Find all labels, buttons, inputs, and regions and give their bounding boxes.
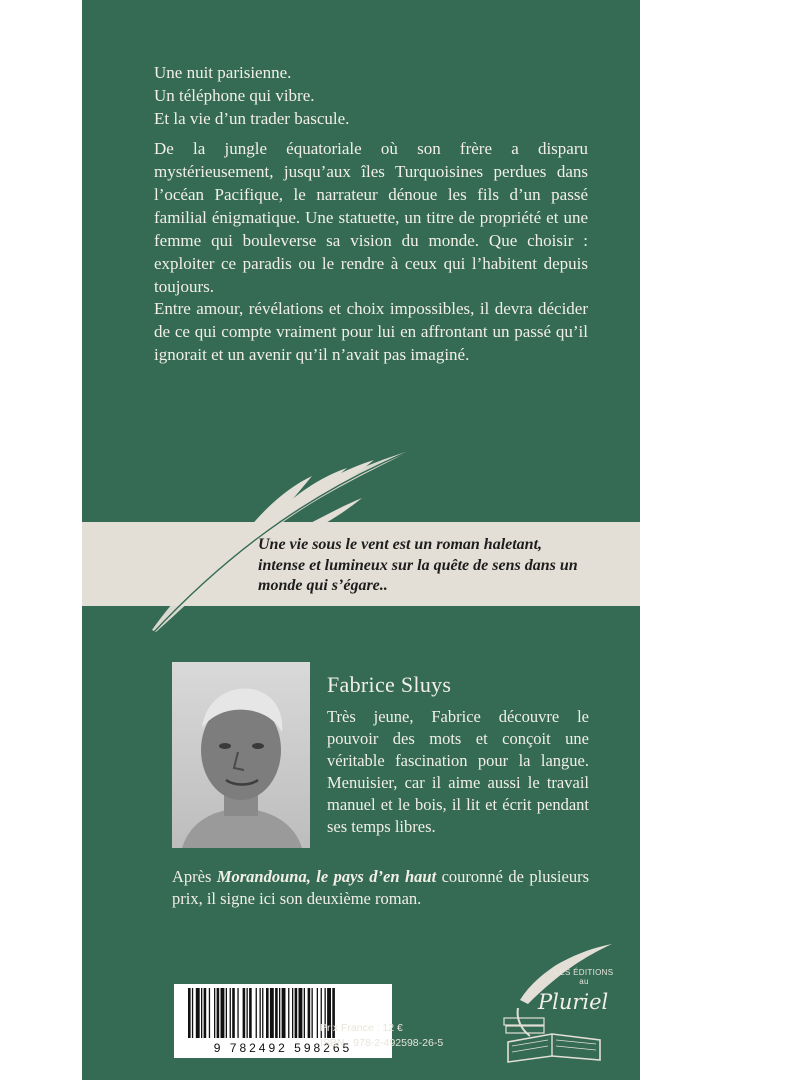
author-bio: Très jeune, Fabrice découvre le pouvoir des mots et conçoit une véritable fascination pour la langue. Menuisier, car il aime aussi le travail manuel et le bois, il lit et écrit pendant ses temps libres. bbox=[327, 707, 589, 836]
pull-quote: Une vie sous le vent est un roman haletant, intense et lumineux sur la quête de sens dans un monde qui s’égare.. bbox=[258, 536, 578, 594]
publisher-name: Pluriel bbox=[538, 990, 609, 1014]
isbn: ISBN : 978-2-492598-26-5 bbox=[320, 1037, 444, 1049]
intro-line-2: Un téléphone qui vibre. bbox=[154, 85, 315, 105]
author-previous-work bbox=[172, 866, 589, 910]
author-portrait-icon bbox=[172, 662, 310, 848]
synopsis-paragraph-2: Entre amour, révélations et choix impossibles, il devra décider de ce qui compte vraiment pour lui en affrontant un passé qu’il ignorait et un avenir qu’il n’avait pas imaginé. bbox=[154, 299, 588, 364]
intro-line-3: Et la vie d’un trader bascule. bbox=[154, 108, 350, 128]
barcode-digits: 9 782492 598265 bbox=[213, 1041, 353, 1055]
publisher-label-line2: au bbox=[579, 977, 589, 986]
previous-work-prefix: Après bbox=[172, 867, 217, 886]
author-photo bbox=[172, 662, 310, 848]
back-cover bbox=[82, 0, 640, 1080]
synopsis-paragraph-1: De la jungle équatoriale où son frère a disparu mystérieusement, jusqu’aux îles Turquoisines perdues dans l’océan Pacifique, le narrateur dénoue les fils d’un passé familial énigmatique. Une statuette, un titre de propriété et une femme qui bouleverse sa vision du monde. Que choisir : exploiter ce paradis ou le rendre à ceux qui l’habitent depuis toujours. bbox=[154, 139, 588, 296]
previous-work-suffix: couronné de plusieurs prix, il signe ici son deuxième roman. bbox=[172, 867, 589, 908]
price: Prix France : 12 € bbox=[320, 1022, 403, 1034]
intro-line-1: Une nuit parisienne. bbox=[154, 63, 292, 82]
price-block bbox=[320, 1021, 443, 1051]
intro-lines bbox=[154, 62, 588, 130]
publisher-label bbox=[544, 968, 624, 986]
previous-work-title: Morandouna, le pays d’en haut bbox=[216, 867, 437, 886]
publisher-label-line1: LES ÉDITIONS bbox=[554, 968, 614, 977]
author-name: Fabrice Sluys bbox=[327, 672, 452, 697]
